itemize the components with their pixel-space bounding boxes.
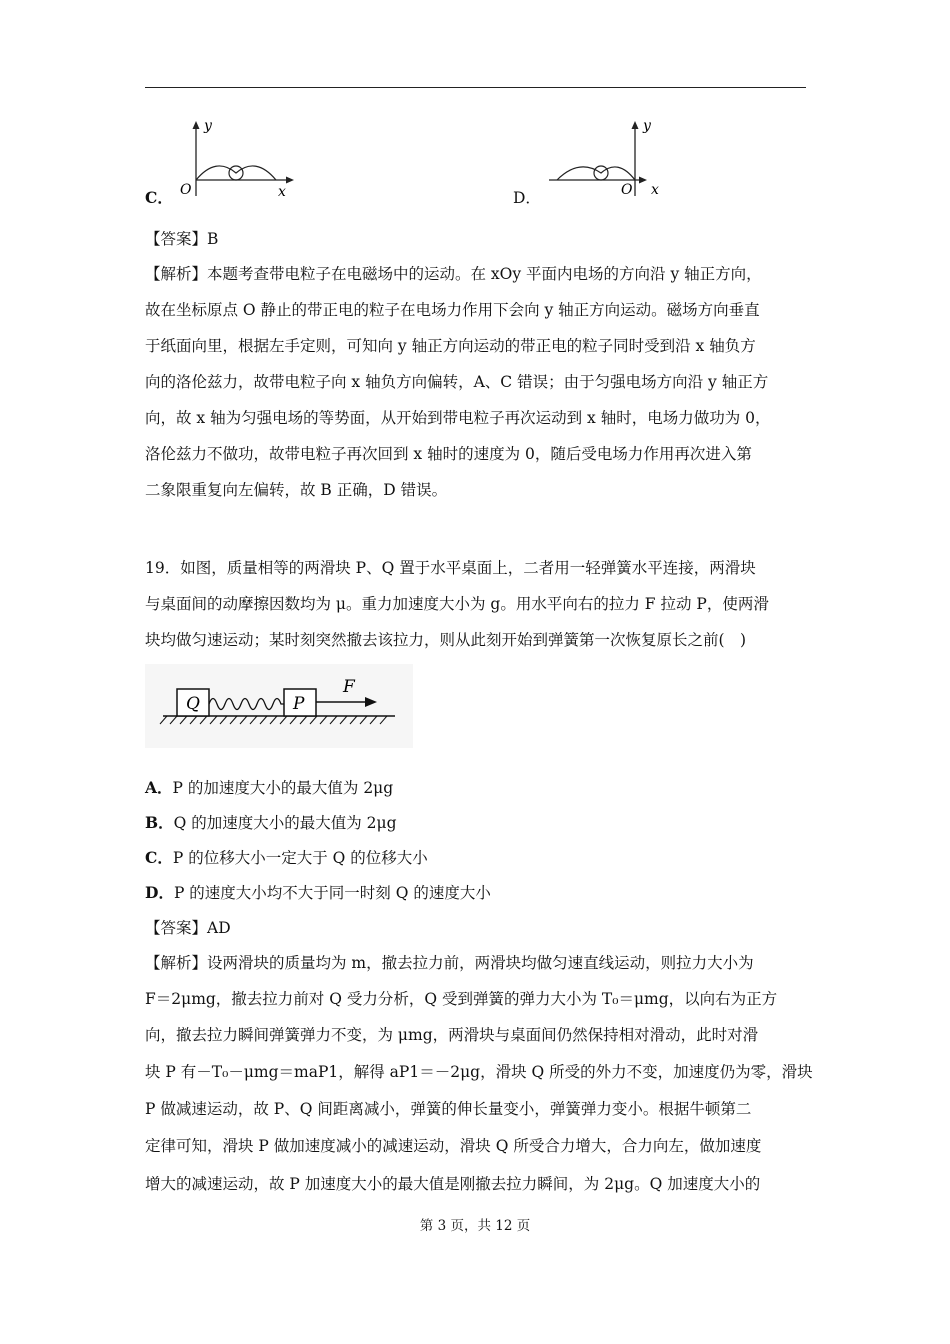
q19-option-a-text: P 的加速度大小的最大值为 2μg	[172, 779, 394, 797]
option-c-graph	[172, 118, 302, 198]
q18-analysis-line-3: 于纸面向里，根据左手定则，可知向 y 轴正方向运动的带正电的粒子同时受到沿 x 轴负方	[145, 337, 756, 355]
q19-analysis-line-3: 向，撤去拉力瞬间弹簧弹力不变，为 μmg，两滑块与桌面间仍然保持相对滑动，此时对滑	[145, 1026, 759, 1044]
option-c-origin: O	[180, 182, 192, 198]
option-d-label: D．	[513, 189, 541, 207]
q19-analysis-line-5: P 做减速运动，故 P、Q 间距离减小，弹簧的伸长量变小，弹簧弹力变小。根据牛顿第二	[145, 1100, 752, 1118]
option-d-x-label: x	[651, 182, 659, 198]
q18-analysis-line-7: 二象限重复向左偏转，故 B 正确，D 错误。	[145, 481, 448, 499]
q19-stem-line-2: 与桌面间的动摩擦因数均为 μ。重力加速度大小为 g。用水平向右的拉力 F 拉动 P，使两滑	[145, 595, 769, 613]
q19-analysis-line-2: F＝2μmg，撤去拉力前对 Q 受力分析，Q 受到弹簧的弹力大小为 T₀＝μmg，以向右为正方	[145, 990, 778, 1008]
option-c-label: C．	[145, 188, 173, 207]
figure-p-label: P	[293, 694, 305, 714]
option-d-origin: O	[621, 182, 633, 198]
q18-analysis-line-5: 向，故 x 轴为匀强电场的等势面，从开始到带电粒子再次运动到 x 轴时，电场力做功为 0，	[145, 409, 771, 427]
q18-answer: 【答案】B	[145, 230, 219, 248]
q19-option-a-key: A．	[145, 778, 173, 797]
option-d-y-label: y	[643, 118, 651, 134]
q18-analysis-line-1: 【解析】本题考查带电粒子在电磁场中的运动。在 xOy 平面内电场的方向沿 y 轴正方向，	[145, 265, 762, 283]
figure-q-label: Q	[186, 694, 200, 714]
q19-option-a	[145, 778, 815, 798]
page-footer: 第 3 页，共 12 页	[419, 1218, 531, 1234]
q19-option-c-text: P 的位移大小一定大于 Q 的位移大小	[172, 849, 428, 867]
q19-option-d	[145, 883, 815, 903]
q18-analysis-line-2: 故在坐标原点 O 静止的带正电的粒子在电场力作用下会向 y 轴正方向运动。磁场方向垂直	[145, 301, 760, 319]
q19-option-d-text: P 的速度大小均不大于同一时刻 Q 的速度大小	[173, 884, 491, 902]
q19-analysis-line-6: 定律可知，滑块 P 做加速度减小的减速运动，滑块 Q 所受合力增大，合力向左，做加速度	[145, 1137, 762, 1155]
option-c-x-label: x	[278, 184, 286, 198]
q19-option-d-key: D．	[145, 883, 174, 902]
q19-stem-line-1: 19．如图，质量相等的两滑块 P、Q 置于水平桌面上，二者用一轻弹簧水平连接，两滑块	[145, 559, 756, 577]
figure-f-label: F	[343, 677, 355, 697]
q19-option-b-key: B．	[145, 813, 174, 832]
option-d-graph	[545, 118, 675, 198]
q19-analysis-line-4: 块 P 有－T₀－μmg＝maP1，解得 aP1＝－2μg，滑块 Q 所受的外力不变，加速度仍为零，滑块	[145, 1063, 813, 1081]
q19-option-c-key: C．	[145, 848, 173, 867]
q19-stem-line-3: 块均做匀速运动；某时刻突然撤去该拉力，则从此刻开始到弹簧第一次恢复原长之前( )	[145, 631, 747, 649]
header-rule	[145, 87, 806, 88]
q19-analysis-line-7: 增大的减速运动，故 P 加速度大小的最大值是刚撤去拉力瞬间，为 2μg。Q 加速度大小的	[145, 1175, 761, 1193]
q19-answer: 【答案】AD	[145, 919, 231, 937]
q19-option-b	[145, 813, 815, 833]
q19-figure	[145, 664, 413, 748]
q18-analysis-line-4: 向的洛伦兹力，故带电粒子向 x 轴负方向偏转，A、C 错误；由于匀强电场方向沿 y 轴正方	[145, 373, 769, 391]
q18-analysis-line-6: 洛伦兹力不做功，故带电粒子再次回到 x 轴时的速度为 0，随后受电场力作用再次进入第	[145, 445, 752, 463]
q19-analysis-line-1: 【解析】设两滑块的质量均为 m，撤去拉力前，两滑块均做匀速直线运动，则拉力大小为	[145, 954, 754, 972]
q19-option-c	[145, 848, 815, 868]
q19-option-b-text: Q 的加速度大小的最大值为 2μg	[173, 814, 397, 832]
option-c-y-label: y	[204, 118, 212, 134]
